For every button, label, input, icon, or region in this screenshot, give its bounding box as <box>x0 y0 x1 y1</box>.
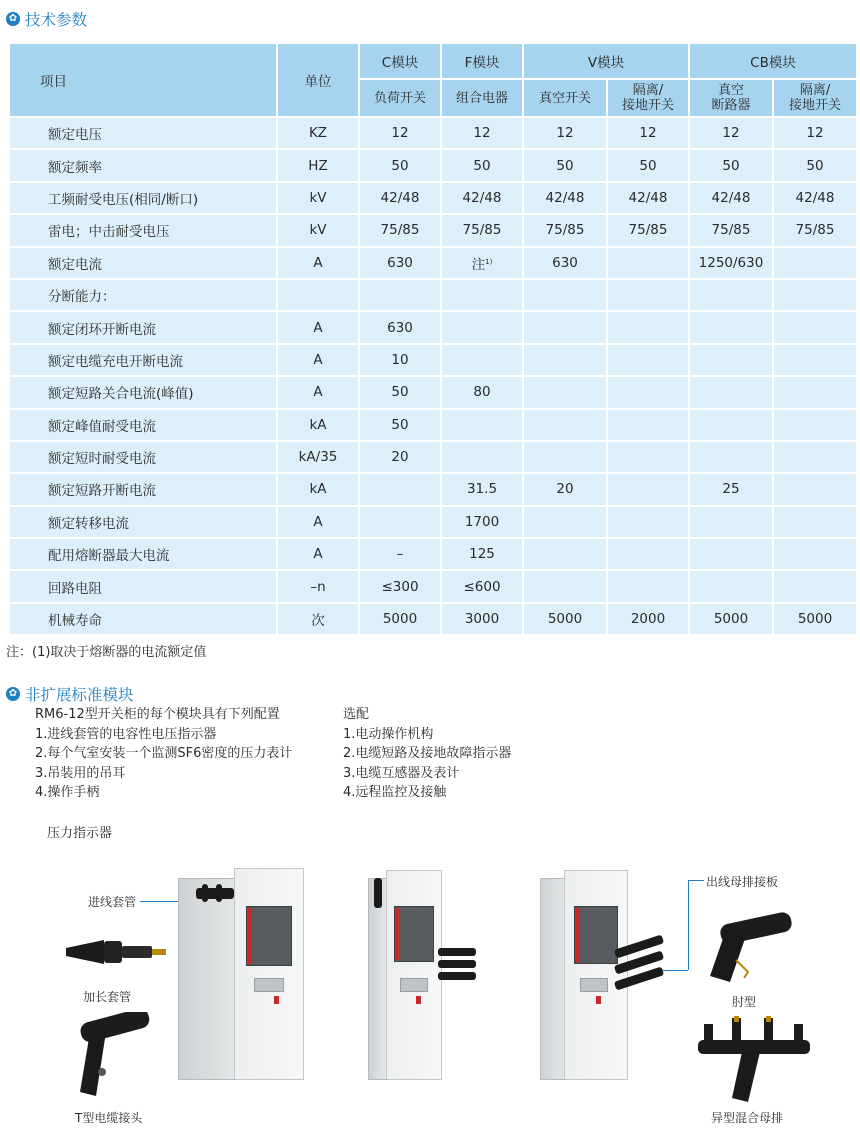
cell-c: 42/48 <box>359 182 441 214</box>
list-item: 1.进线套管的电容性电压指示器 <box>35 726 217 742</box>
spec-table <box>8 42 858 636</box>
cell-v2 <box>607 538 689 570</box>
cell-unit: A <box>277 538 359 570</box>
cabinet-image-right <box>540 870 670 1082</box>
header-cb-module: CB模块 <box>689 43 857 79</box>
cell-v2 <box>607 376 689 408</box>
row-label: 机械寿命 <box>9 603 277 635</box>
cabinet-image-left <box>178 868 304 1082</box>
cell-f <box>441 344 523 376</box>
cell-f: 31.5 <box>441 473 523 505</box>
elbow-connector-image <box>700 912 800 988</box>
cell-c: 5000 <box>359 603 441 635</box>
row-label: 额定短路开断电流 <box>9 473 277 505</box>
cell-unit: A <box>277 344 359 376</box>
cell-cb2 <box>773 473 857 505</box>
cell-v2 <box>607 247 689 279</box>
row-label: 配用熔断器最大电流 <box>9 538 277 570</box>
cell-cb1 <box>689 570 773 602</box>
list-item: 4.操作手柄 <box>35 785 100 800</box>
cell-cb1: 12 <box>689 117 773 149</box>
list-item: 1.电动操作机构 <box>343 726 434 742</box>
row-label: 雷电；中击耐受电压 <box>9 214 277 246</box>
cell-f <box>441 311 523 343</box>
cell-cb1 <box>689 441 773 473</box>
cell-c: 75/85 <box>359 214 441 246</box>
cell-unit: kA/35 <box>277 441 359 473</box>
leader-line <box>688 880 704 881</box>
caption-t-connector: T型电缆接头 <box>75 1111 143 1125</box>
cell-c: 630 <box>359 311 441 343</box>
table-row <box>9 344 857 376</box>
table-row <box>9 441 857 473</box>
table-row <box>9 311 857 343</box>
star-icon: ✿ <box>6 687 20 701</box>
cell-v1 <box>523 538 607 570</box>
cell-text: 注 <box>471 256 486 273</box>
table-row <box>9 279 857 311</box>
cell-unit: kA <box>277 409 359 441</box>
table-row <box>9 214 857 246</box>
cell-v2 <box>607 570 689 602</box>
cell-f: 80 <box>441 376 523 408</box>
hybrid-busbar-image <box>690 1014 820 1106</box>
cell-cb2 <box>773 441 857 473</box>
cell-f <box>441 441 523 473</box>
table-row <box>9 117 857 149</box>
cell-f: 1700 <box>441 506 523 538</box>
cell-f <box>441 409 523 441</box>
cell-v2 <box>607 506 689 538</box>
cell-unit <box>277 279 359 311</box>
cell-cb2 <box>773 279 857 311</box>
cell-v1 <box>523 376 607 408</box>
list-item: 4.远程监控及接触 <box>343 785 447 800</box>
cell-c: 10 <box>359 344 441 376</box>
header-sub-col: 组合电器 <box>441 79 523 117</box>
caption-pressure-indicator: 压力指示器 <box>47 826 113 841</box>
t-connector-image <box>62 1012 162 1104</box>
cabinet-image-middle <box>368 870 478 1082</box>
cell-v1: 50 <box>523 149 607 181</box>
cell-v1 <box>523 506 607 538</box>
cell-v2 <box>607 441 689 473</box>
header-f-module: F模块 <box>441 43 523 79</box>
cell-v1: 630 <box>523 247 607 279</box>
cell-v1 <box>523 441 607 473</box>
cell-v2: 50 <box>607 149 689 181</box>
row-label: 工频耐受电压(相同/断口) <box>9 182 277 214</box>
cell-f: ≤600 <box>441 570 523 602</box>
cell-cb1 <box>689 538 773 570</box>
cell-v1 <box>523 570 607 602</box>
cell-v2 <box>607 344 689 376</box>
table-row <box>9 473 857 505</box>
row-label: 额定电缆充电开断电流 <box>9 344 277 376</box>
header-c-module: C模块 <box>359 43 441 79</box>
cell-unit: KZ <box>277 117 359 149</box>
cell-cb2: 12 <box>773 117 857 149</box>
cell-cb1 <box>689 344 773 376</box>
cell-cb2: 42/48 <box>773 182 857 214</box>
cell-f: 3000 <box>441 603 523 635</box>
cell-v1 <box>523 344 607 376</box>
cell-cb1 <box>689 506 773 538</box>
cell-c: 630 <box>359 247 441 279</box>
cell-cb2 <box>773 570 857 602</box>
header-v-module: V模块 <box>523 43 689 79</box>
header-item: 项目 <box>9 43 277 117</box>
cell-v2 <box>607 311 689 343</box>
list-item: 3.吊装用的吊耳 <box>35 765 126 781</box>
cell-c: 50 <box>359 149 441 181</box>
cell-v1 <box>523 279 607 311</box>
cell-unit: 次 <box>277 603 359 635</box>
table-row <box>9 409 857 441</box>
table-row <box>9 506 857 538</box>
cell-c: 20 <box>359 441 441 473</box>
table-row <box>9 538 857 570</box>
cell-v2: 12 <box>607 117 689 149</box>
cell-v2: 75/85 <box>607 214 689 246</box>
cell-cb2 <box>773 344 857 376</box>
section-title-standard-modules <box>6 683 134 705</box>
header-sub-col: 真空 断路器 <box>689 79 773 117</box>
star-icon: ✿ <box>6 12 20 26</box>
list-item: 3.电缆互感器及表计 <box>343 765 460 781</box>
optional-title: 选配 <box>343 707 370 722</box>
header-sub-col: 真空开关 <box>523 79 607 117</box>
cell-v1: 42/48 <box>523 182 607 214</box>
row-label: 额定电压 <box>9 117 277 149</box>
cell-cb1: 1250/630 <box>689 247 773 279</box>
cell-cb2: 50 <box>773 149 857 181</box>
cell-cb1: 50 <box>689 149 773 181</box>
cell-cb1: 25 <box>689 473 773 505</box>
cell-c: 50 <box>359 376 441 408</box>
cell-v1: 75/85 <box>523 214 607 246</box>
cell-unit: A <box>277 376 359 408</box>
cell-cb2 <box>773 506 857 538</box>
cell-c <box>359 473 441 505</box>
row-label: 额定闭环开断电流 <box>9 311 277 343</box>
section-title-text: 非扩展标准模块 <box>25 686 134 704</box>
cell-f <box>441 247 523 279</box>
section-title-text: 技术参数 <box>25 11 88 29</box>
row-label: 额定峰值耐受电流 <box>9 409 277 441</box>
cell-unit: HZ <box>277 149 359 181</box>
optional-config-list <box>343 705 511 803</box>
cell-f: 12 <box>441 117 523 149</box>
header-unit: 单位 <box>277 43 359 117</box>
row-label: 分断能力： <box>9 279 277 311</box>
cell-unit: kV <box>277 182 359 214</box>
cell-cb2: 5000 <box>773 603 857 635</box>
list-item: 2.电缆短路及接地故障指示器 <box>343 746 512 761</box>
row-label: 额定转移电流 <box>9 506 277 538</box>
cell-cb2: 75/85 <box>773 214 857 246</box>
cell-v1: 5000 <box>523 603 607 635</box>
cell-cb1: 75/85 <box>689 214 773 246</box>
cell-cb1 <box>689 279 773 311</box>
cell-cb2 <box>773 311 857 343</box>
cell-v1 <box>523 409 607 441</box>
cell-f: 125 <box>441 538 523 570</box>
leader-line <box>688 880 689 970</box>
cell-c <box>359 279 441 311</box>
caption-hybrid-busbar: 异型混合母排 <box>711 1111 784 1125</box>
cell-v2: 42/48 <box>607 182 689 214</box>
caption-elbow-type: 肘型 <box>732 995 757 1009</box>
cell-cb2 <box>773 376 857 408</box>
row-label: 额定短路关合电流(峰值) <box>9 376 277 408</box>
table-row <box>9 570 857 602</box>
cell-c <box>359 506 441 538</box>
cell-unit: A <box>277 506 359 538</box>
section-title-tech-params <box>6 8 87 30</box>
footnote-marker: 1) <box>485 257 493 266</box>
cell-unit: kA <box>277 473 359 505</box>
cell-f <box>441 279 523 311</box>
cell-cb2 <box>773 409 857 441</box>
cell-v2 <box>607 279 689 311</box>
cell-c: 50 <box>359 409 441 441</box>
row-label: 额定频率 <box>9 149 277 181</box>
cell-v2 <box>607 409 689 441</box>
cell-cb2 <box>773 247 857 279</box>
standard-intro: RM6-12型开关柜的每个模块具有下列配置 <box>35 707 280 722</box>
cell-v1: 12 <box>523 117 607 149</box>
cell-unit: kV <box>277 214 359 246</box>
cell-cb1: 5000 <box>689 603 773 635</box>
table-row <box>9 247 857 279</box>
cell-cb1: 42/48 <box>689 182 773 214</box>
cell-unit: –n <box>277 570 359 602</box>
table-row <box>9 603 857 635</box>
cell-cb1 <box>689 311 773 343</box>
table-row <box>9 149 857 181</box>
cell-unit: A <box>277 311 359 343</box>
list-item: 2.每个气室安装一个监测SF6密度的压力表计 <box>35 746 293 761</box>
caption-outlet-busbar-plate: 出线母排接板 <box>706 875 779 889</box>
cell-v1 <box>523 311 607 343</box>
cell-c: – <box>359 538 441 570</box>
row-label: 额定短时耐受电流 <box>9 441 277 473</box>
cell-v1: 20 <box>523 473 607 505</box>
cell-cb1 <box>689 409 773 441</box>
cell-unit: A <box>277 247 359 279</box>
cell-v2: 2000 <box>607 603 689 635</box>
cell-c: ≤300 <box>359 570 441 602</box>
row-label: 回路电阻 <box>9 570 277 602</box>
extended-bushing-image <box>64 928 174 978</box>
header-sub-col: 隔离/ 接地开关 <box>607 79 689 117</box>
cell-cb2 <box>773 538 857 570</box>
row-label: 额定电流 <box>9 247 277 279</box>
table-row <box>9 182 857 214</box>
cell-f: 42/48 <box>441 182 523 214</box>
cell-v2 <box>607 473 689 505</box>
table-footnote: 注：(1)取决于熔断器的电流额定值 <box>6 645 207 660</box>
cell-f: 50 <box>441 149 523 181</box>
cell-f: 75/85 <box>441 214 523 246</box>
table-row <box>9 376 857 408</box>
cell-c: 12 <box>359 117 441 149</box>
header-sub-col: 负荷开关 <box>359 79 441 117</box>
cell-cb1 <box>689 376 773 408</box>
caption-inlet-bushing: 进线套管 <box>88 895 137 909</box>
standard-config-list <box>35 705 292 803</box>
caption-extended-bushing: 加长套管 <box>83 990 132 1004</box>
header-sub-col: 隔离/ 接地开关 <box>773 79 857 117</box>
